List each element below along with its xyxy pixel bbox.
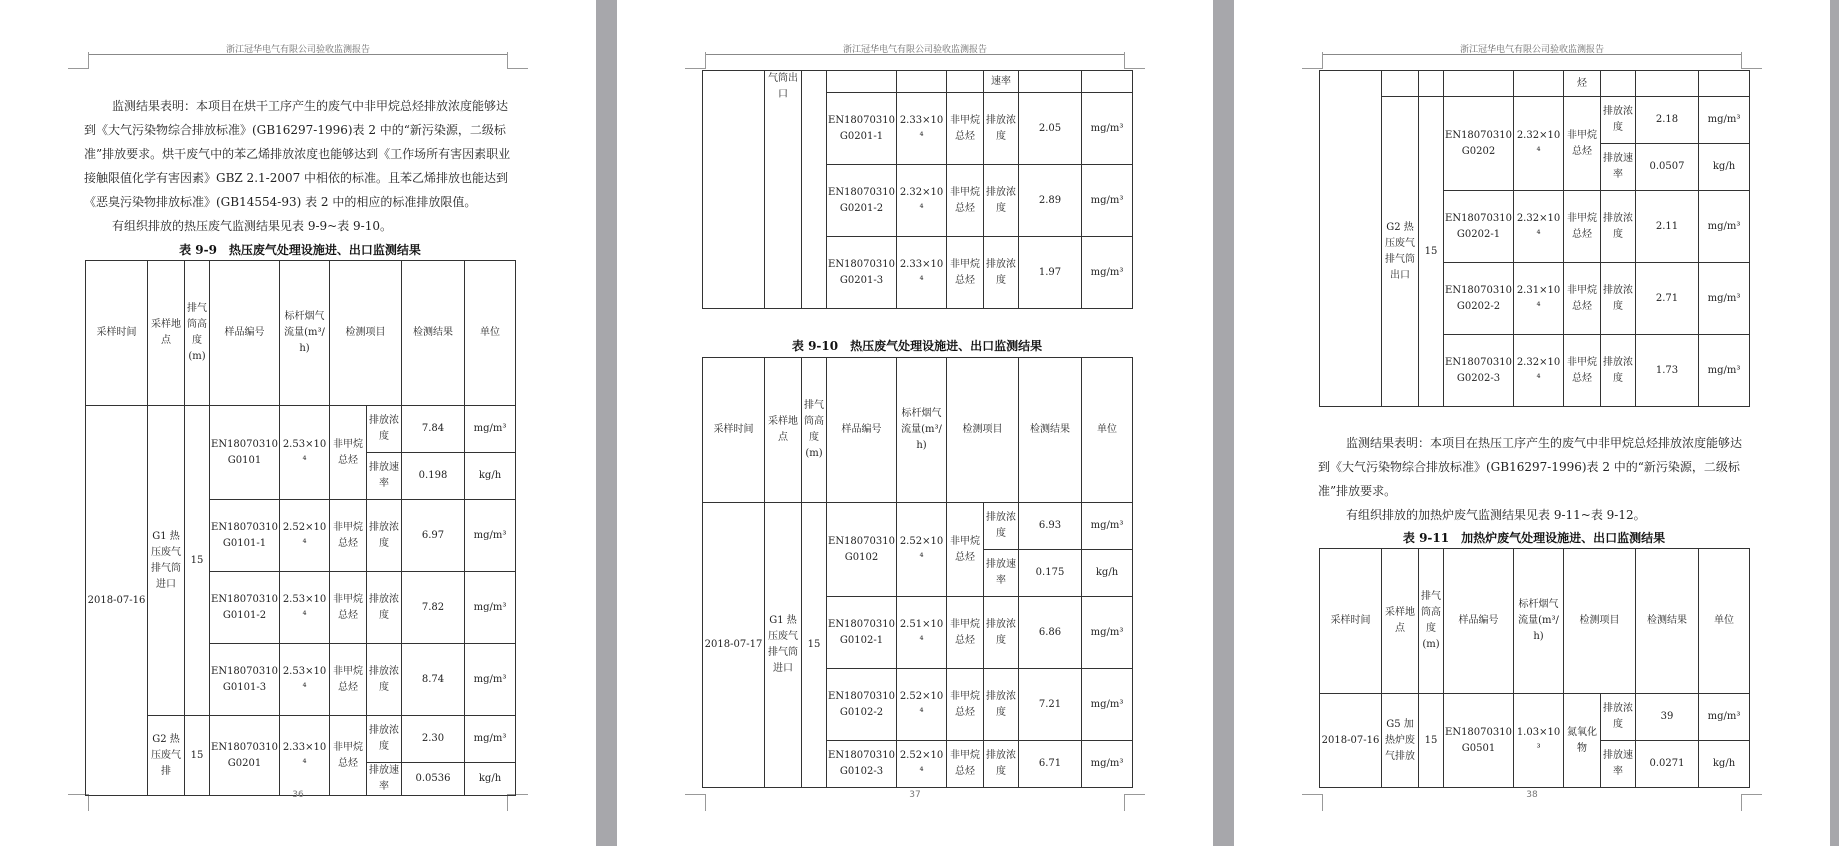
test-item: 非甲烷总烃 <box>947 93 984 165</box>
flow-rate: 2.32×10⁴ <box>1514 335 1564 407</box>
results-table-9-10-continued <box>1319 70 1750 407</box>
sub-item: 排放浓度 <box>367 716 402 763</box>
table-row <box>1320 71 1750 97</box>
result-value: 7.21 <box>1019 669 1082 741</box>
sample-id: EN18070310 G0102-2 <box>827 669 897 741</box>
unit: mg/m³ <box>1082 503 1133 550</box>
unit: mg/m³ <box>1699 335 1750 407</box>
table-row <box>703 503 1133 550</box>
sub-item: 排放速率 <box>1601 144 1636 191</box>
result-value: 6.93 <box>1019 503 1082 550</box>
col-header: 单位 <box>465 261 516 406</box>
empty-cell <box>1382 71 1419 97</box>
sample-id: EN18070310 G0202 <box>1444 97 1514 191</box>
flow-rate: 2.33×10⁴ <box>897 93 947 165</box>
page-number: 38 <box>1526 790 1538 800</box>
col-header: 检测项目 <box>330 261 402 406</box>
flow-rate: 1.03×10³ <box>1514 694 1564 788</box>
sub-item: 排放速率 <box>1601 741 1636 788</box>
col-header: 检测项目 <box>947 358 1019 503</box>
sample-id: EN18070310 G0102-1 <box>827 597 897 669</box>
unit: mg/m³ <box>1699 97 1750 144</box>
result-value: 6.86 <box>1019 597 1082 669</box>
result-value: 2.11 <box>1636 191 1699 263</box>
table-row <box>703 71 1133 93</box>
flow-rate: 2.52×10⁴ <box>897 669 947 741</box>
sample-date: 2018-07-17 <box>703 503 765 788</box>
sample-id: EN18070310 G0501 <box>1444 694 1514 788</box>
running-header: 浙江冠华电气有限公司验收监测报告 <box>225 45 370 55</box>
col-header: 采样地点 <box>1382 549 1419 694</box>
empty-cell <box>802 71 827 309</box>
col-header: 检测结果 <box>402 261 465 406</box>
result-value: 7.82 <box>402 572 465 644</box>
test-item: 非甲烷总烃 <box>1564 335 1601 407</box>
results-table-9-10 <box>702 357 1133 788</box>
flow-rate: 2.32×10⁴ <box>1514 97 1564 191</box>
result-value: 0.0271 <box>1636 741 1699 788</box>
result-value: 7.84 <box>402 406 465 453</box>
empty-cell <box>1601 71 1636 97</box>
flow-rate: 2.53×10⁴ <box>280 406 330 500</box>
test-item: 非甲烷总烃 <box>330 406 367 500</box>
sub-item: 排放速率 <box>984 550 1019 597</box>
report-page-37 <box>617 0 1213 846</box>
sub-item: 速率 <box>984 71 1019 93</box>
empty-cell <box>1699 71 1750 97</box>
col-header: 排气筒高度(m) <box>1419 549 1444 694</box>
sub-item: 排放浓度 <box>984 93 1019 165</box>
sub-item: 排放浓度 <box>1601 191 1636 263</box>
sub-item: 排放浓度 <box>984 165 1019 237</box>
running-header: 浙江冠华电气有限公司验收监测报告 <box>842 45 987 55</box>
empty-cell <box>703 71 765 309</box>
col-header: 排气筒高度(m) <box>185 261 210 406</box>
result-value: 8.74 <box>402 644 465 716</box>
flow-rate: 2.31×10⁴ <box>1514 263 1564 335</box>
col-header: 标杆烟气流量(m³/h) <box>897 358 947 503</box>
paragraph-text: 有组织排放的热压废气监测结果见表 9-9~表 9-10。 <box>112 219 392 233</box>
page-number: 37 <box>909 790 921 800</box>
flow-rate: 2.52×10⁴ <box>897 503 947 597</box>
sub-item: 烃 <box>1564 71 1601 97</box>
unit: mg/m³ <box>1082 237 1133 309</box>
empty-cell <box>1082 71 1133 93</box>
empty-cell <box>897 71 947 93</box>
test-item: 非甲烷总烃 <box>330 716 367 796</box>
sub-item: 排放浓度 <box>367 500 402 572</box>
flow-rate: 2.53×10⁴ <box>280 572 330 644</box>
report-page-36 <box>0 0 596 846</box>
unit: kg/h <box>1699 741 1750 788</box>
col-header: 样品编号 <box>827 358 897 503</box>
paragraph-text: 监测结果表明：本项目在烘干工序产生的废气中非甲烷总烃排放浓度能够达到《大气污染物综合排放标准》(GB16297-1996)表 2 中的“新污染源，二级标准”排放要求。烘干废气中的苯乙烯排放浓度也能够达到《工作场所有害因素职业接触限值化学有害因素》GBZ 2.1-2007 中相依的标准。且苯乙烯排放也能达到《恶臭污染物排放标准》(GB14554-93) 表 2 中的相应的标准排放限值。 <box>84 99 511 209</box>
running-header: 浙江冠华电气有限公司验收监测报告 <box>1459 45 1604 55</box>
empty-cell <box>1444 71 1514 97</box>
empty-cell <box>1419 71 1444 97</box>
flow-rate: 2.32×10⁴ <box>897 165 947 237</box>
header-rule <box>88 54 508 55</box>
test-item: 非甲烷总烃 <box>947 165 984 237</box>
unit: mg/m³ <box>1082 165 1133 237</box>
result-value: 2.89 <box>1019 165 1082 237</box>
sample-id: EN18070310 G0101-2 <box>210 572 280 644</box>
sub-item: 排放浓度 <box>984 237 1019 309</box>
stack-height: 15 <box>802 503 827 788</box>
flow-rate: 2.33×10⁴ <box>280 716 330 796</box>
unit: mg/m³ <box>1699 191 1750 263</box>
table-row <box>86 406 516 453</box>
sub-item: 排放速率 <box>367 763 402 796</box>
table-caption: 表 9-9 热压废气处理设施进、出口监测结果 <box>179 243 421 257</box>
sub-item: 排放浓度 <box>1601 263 1636 335</box>
sample-id: EN18070310 G0202-2 <box>1444 263 1514 335</box>
result-value: 2.18 <box>1636 97 1699 144</box>
sample-id: EN18070310 G0101 <box>210 406 280 500</box>
sub-item: 排放浓度 <box>1601 97 1636 144</box>
col-header: 检测项目 <box>1564 549 1636 694</box>
flow-rate: 2.52×10⁴ <box>280 500 330 572</box>
result-value: 2.05 <box>1019 93 1082 165</box>
crop-mark <box>1741 52 1762 69</box>
test-item: 非甲烷总烃 <box>330 500 367 572</box>
result-value: 0.0536 <box>402 763 465 796</box>
unit: mg/m³ <box>1082 741 1133 788</box>
col-header: 采样地点 <box>765 358 802 503</box>
sub-item: 排放浓度 <box>367 572 402 644</box>
sample-location: G2 热压废气排 <box>148 716 185 796</box>
result-value: 1.73 <box>1636 335 1699 407</box>
unit: mg/m³ <box>465 644 516 716</box>
sample-id: EN18070310 G0201-1 <box>827 93 897 165</box>
table-row <box>86 716 516 763</box>
test-item: 非甲烷总烃 <box>330 572 367 644</box>
sample-id: EN18070310 G0202-1 <box>1444 191 1514 263</box>
results-table-9-9 <box>85 260 516 796</box>
empty-cell <box>827 71 897 93</box>
test-item: 非甲烷总烃 <box>1564 97 1601 191</box>
col-header: 样品编号 <box>1444 549 1514 694</box>
sub-item: 排放浓度 <box>984 503 1019 550</box>
header-rule <box>705 54 1125 55</box>
unit: kg/h <box>465 453 516 500</box>
unit: mg/m³ <box>1082 93 1133 165</box>
empty-cell <box>1636 71 1699 97</box>
empty-cell <box>1019 71 1082 93</box>
unit: kg/h <box>1699 144 1750 191</box>
unit: mg/m³ <box>465 572 516 644</box>
col-header: 排气筒高度(m) <box>802 358 827 503</box>
sub-item: 排放速率 <box>367 453 402 500</box>
unit: kg/h <box>1082 550 1133 597</box>
sub-item: 排放浓度 <box>367 644 402 716</box>
col-header: 检测结果 <box>1019 358 1082 503</box>
sample-date: 2018-07-16 <box>1320 694 1382 788</box>
sub-item: 排放浓度 <box>984 741 1019 788</box>
test-item: 非甲烷总烃 <box>947 503 984 597</box>
sample-location: G1 热压废气排气筒进口 <box>765 503 802 788</box>
sample-id: EN18070310 G0202-3 <box>1444 335 1514 407</box>
result-value: 0.0507 <box>1636 144 1699 191</box>
test-item: 非甲烷总烃 <box>947 597 984 669</box>
empty-cell <box>947 71 984 93</box>
test-item: 氮氧化物 <box>1564 694 1601 788</box>
sample-date: 2018-07-16 <box>86 406 148 796</box>
flow-rate: 2.33×10⁴ <box>897 237 947 309</box>
unit: mg/m³ <box>1082 597 1133 669</box>
test-item: 非甲烷总烃 <box>947 741 984 788</box>
stack-height: 15 <box>1419 97 1444 407</box>
col-header: 单位 <box>1082 358 1133 503</box>
flow-rate: 2.52×10⁴ <box>897 741 947 788</box>
col-header: 标杆烟气流量(m³/h) <box>1514 549 1564 694</box>
crop-mark <box>1124 52 1145 69</box>
result-value: 6.97 <box>402 500 465 572</box>
col-header: 检测结果 <box>1636 549 1699 694</box>
col-header: 采样地点 <box>148 261 185 406</box>
unit: mg/m³ <box>465 500 516 572</box>
conclusion-paragraph <box>1318 431 1750 527</box>
stack-height: 15 <box>185 716 210 796</box>
paragraph-text: 监测结果表明：本项目在热压工序产生的废气中非甲烷总烃排放浓度能够达到《大气污染物综合排放标准》(GB16297-1996)表 2 中的“新污染源，二级标准”排放要求。 <box>1318 436 1743 498</box>
crop-mark <box>1302 52 1323 69</box>
result-value: 1.97 <box>1019 237 1082 309</box>
page-number: 36 <box>292 790 304 800</box>
sample-id: EN18070310 G0201 <box>210 716 280 796</box>
col-header: 单位 <box>1699 549 1750 694</box>
table-caption: 表 9-10 热压废气处理设施进、出口监测结果 <box>791 339 1043 353</box>
crop-mark <box>507 52 528 69</box>
stack-height: 15 <box>1419 694 1444 788</box>
sub-item: 排放浓度 <box>984 669 1019 741</box>
unit: mg/m³ <box>1699 263 1750 335</box>
col-header: 采样时间 <box>1320 549 1382 694</box>
test-item: 非甲烷总烃 <box>947 669 984 741</box>
sample-location: 气筒出口 <box>765 71 802 309</box>
result-value: 2.30 <box>402 716 465 763</box>
col-header: 采样时间 <box>86 261 148 406</box>
unit: mg/m³ <box>1699 694 1750 741</box>
sample-id: EN18070310 G0102-3 <box>827 741 897 788</box>
stack-height: 15 <box>185 406 210 716</box>
flow-rate: 2.51×10⁴ <box>897 597 947 669</box>
test-item: 非甲烷总烃 <box>330 644 367 716</box>
unit: mg/m³ <box>1082 669 1133 741</box>
conclusion-paragraph <box>84 94 516 238</box>
flow-rate: 2.32×10⁴ <box>1514 191 1564 263</box>
col-header: 采样时间 <box>703 358 765 503</box>
table-row <box>1320 97 1750 144</box>
empty-cell <box>1320 71 1382 407</box>
result-value: 2.71 <box>1636 263 1699 335</box>
sample-location: G1 热压废气排气筒进口 <box>148 406 185 716</box>
unit: kg/h <box>465 763 516 796</box>
sub-item: 排放浓度 <box>1601 694 1636 741</box>
table-row <box>1320 694 1750 741</box>
sample-location: G2 热压废气排气筒出口 <box>1382 97 1419 407</box>
sub-item: 排放浓度 <box>1601 335 1636 407</box>
result-value: 39 <box>1636 694 1699 741</box>
sample-id: EN18070310 G0101-1 <box>210 500 280 572</box>
sample-id: EN18070310 G0102 <box>827 503 897 597</box>
test-item: 非甲烷总烃 <box>1564 191 1601 263</box>
paragraph-text: 有组织排放的加热炉废气监测结果见表 9-11~表 9-12。 <box>1346 508 1646 522</box>
unit: mg/m³ <box>465 716 516 763</box>
results-table-9-11 <box>1319 548 1750 788</box>
crop-mark <box>68 52 89 69</box>
sub-item: 排放浓度 <box>984 597 1019 669</box>
sample-id: EN18070310 G0201-2 <box>827 165 897 237</box>
report-page-38 <box>1234 0 1830 846</box>
header-rule <box>1322 54 1742 55</box>
sample-id: EN18070310 G0201-3 <box>827 237 897 309</box>
results-table-9-9-continued <box>702 70 1133 309</box>
crop-mark <box>685 52 706 69</box>
sub-item: 排放浓度 <box>367 406 402 453</box>
col-header: 标杆烟气流量(m³/h) <box>280 261 330 406</box>
flow-rate: 2.53×10⁴ <box>280 644 330 716</box>
result-value: 0.175 <box>1019 550 1082 597</box>
col-header: 样品编号 <box>210 261 280 406</box>
empty-cell <box>1514 71 1564 97</box>
test-item: 非甲烷总烃 <box>947 237 984 309</box>
table-caption: 表 9-11 加热炉废气处理设施进、出口监测结果 <box>1402 531 1666 545</box>
result-value: 0.198 <box>402 453 465 500</box>
unit: mg/m³ <box>465 406 516 453</box>
test-item: 非甲烷总烃 <box>1564 263 1601 335</box>
sample-location: G5 加热炉废气排放 <box>1382 694 1419 788</box>
sample-id: EN18070310 G0101-3 <box>210 644 280 716</box>
result-value: 6.71 <box>1019 741 1082 788</box>
